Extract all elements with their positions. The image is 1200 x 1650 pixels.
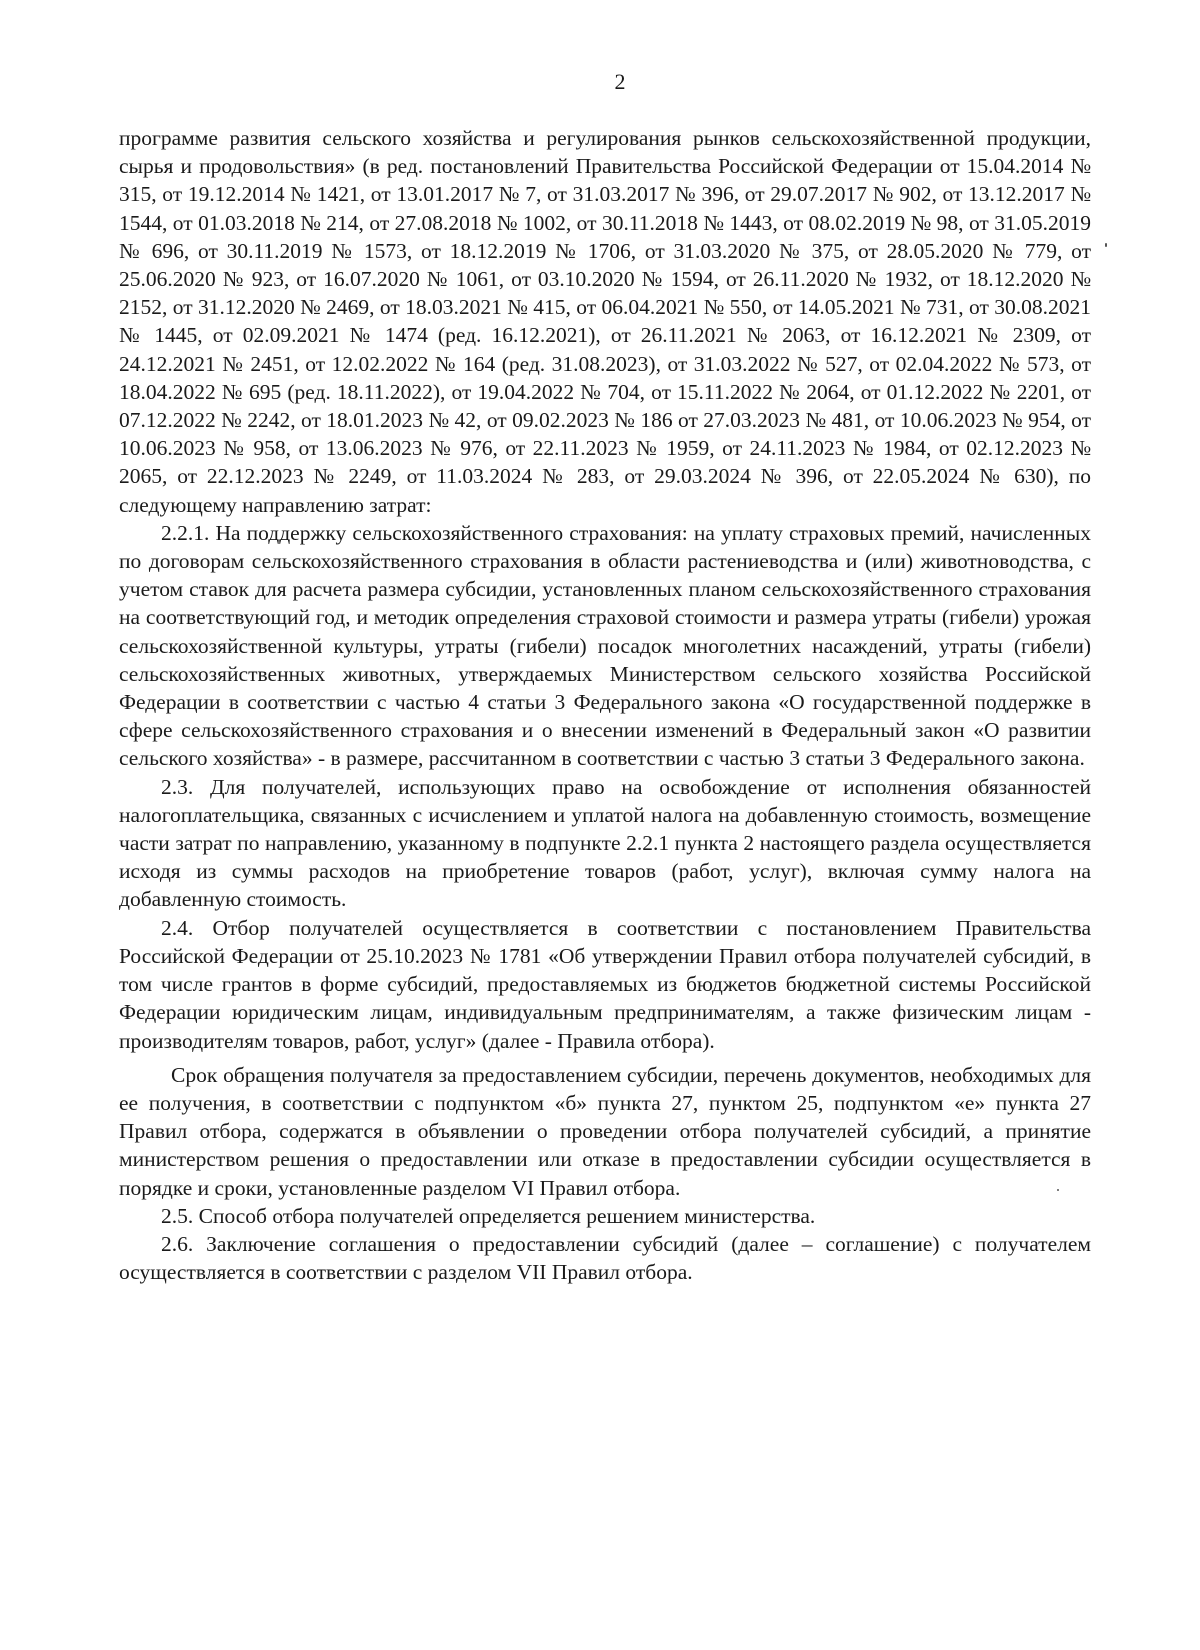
- paragraph-application-terms: Срок обращения получателя за предоставлением субсидии, перечень документов, необходимых для ее получения, в соответствии с подпунктом «б» пункта 27, пунктом 25, подпунктом «е» пункта 27 Правил отбора, содержатся в объявлении о проведении отбора получателей субсидий, а принятие министерством решения о предоставлении или отказе в предоставлении субсидии осуществляется в порядке и сроки, установленные разделом VI Правил отбора.: [119, 1062, 1091, 1200]
- paragraph-2-3: 2.3. Для получателей, использующих право на освобождение от исполнения обязанностей налогоплательщика, связанных с исчислением и уплатой налога на добавленную стоимость, возмещение части затрат по направлению, указанному в подпункте 2.2.1 пункта 2 настоящего раздела осуществляется исходя из суммы расходов на приобретение товаров (работ, услуг), включая сумму налога на добавленную стоимость.: [119, 774, 1091, 912]
- page-number: 2: [614, 69, 626, 94]
- paragraph-continuation: программе развития сельского хозяйства и регулирования рынков сельскохозяйственной продукции, сырья и продовольствия» (в ред. постановлений Правительства Российской Федерации от 15.04.2014 № 315, от 19.12.2014 № 1421, от 13.01.2017 № 7, от 31.03.2017 № 396, от 29.07.2017 № 902, от 13.12.2017 № 1544, от 01.03.2018 № 214, от 27.08.2018 № 1002, от 30.11.2018 № 1443, от 08.02.2019 № 98, от 31.05.2019 № 696, от 30.11.2019 № 1573, от 18.12.2019 № 1706, от 31.03.2020 № 375, от 28.05.2020 № 779, от 25.06.2020 № 923, от 16.07.2020 № 1061, от 03.10.2020 № 1594, от 26.11.2020 № 1932, от 18.12.2020 № 2152, от 31.12.2020 № 2469, от 18.03.2021 № 415, от 06.04.2021 № 550, от 14.05.2021 № 731, от 30.08.2021 № 1445, от 02.09.2021 № 1474 (ред. 16.12.2021), от 26.11.2021 № 2063, от 16.12.2021 № 2309, от 24.12.2021 № 2451, от 12.02.2022 № 164 (ред. 31.08.2023), от 31.03.2022 № 527, от 02.04.2022 № 573, от 18.04.2022 № 695 (ред. 18.11.2022), от 19.04.2022 № 704, от 15.11.2022 № 2064, от 01.12.2022 № 2201, от 07.12.2022 № 2242, от 18.01.2023 № 42, от 09.02.2023 № 186 от 27.03.2023 № 481, от 10.06.2023 № 954, от 10.06.2023 № 958, от 13.06.2023 № 976, от 22.11.2023 № 1959, от 24.11.2023 № 1984, от 02.12.2023 № 2065, от 22.12.2023 № 2249, от 11.03.2024 № 283, от 29.03.2024 № 396, от 22.05.2024 № 630), по следующему направлению затрат:: [119, 126, 1091, 517]
- scan-speck: [1105, 243, 1107, 247]
- paragraph-2-5: 2.5. Способ отбора получателей определяется решением министерства.: [161, 1203, 816, 1228]
- paragraph-2-2-1: 2.2.1. На поддержку сельскохозяйственного страхования: на уплату страховых премий, начисленных по договорам сельскохозяйственного страхования в области растениеводства и (или) животноводства, с учетом ставок для расчета размера субсидии, установленных планом сельскохозяйственного страхования на соответствующий год, и методик определения страховой стоимости и размера утраты (гибели) урожая сельскохозяйственной культуры, утраты (гибели) посадок многолетних насаждений, утраты (гибели) сельскохозяйственных животных, утверждаемых Министерством сельского хозяйства Российской Федерации в соответствии с частью 4 статьи 3 Федерального закона «О государственной поддержке в сфере сельскохозяйственного страхования и о внесении изменений в Федеральный закон «О развитии сельского хозяйства» - в размере, рассчитанном в соответствии с частью 3 статьи 3 Федерального закона.: [119, 520, 1091, 771]
- scan-speck: [1057, 1189, 1059, 1191]
- paragraph-2-6: 2.6. Заключение соглашения о предоставлении субсидий (далее – соглашение) с получателем осуществляется в соответствии с разделом VII Правил отбора.: [119, 1231, 1091, 1285]
- document-body: [119, 124, 1091, 1286]
- paragraph-2-4: 2.4. Отбор получателей осуществляется в соответствии с постановлением Правительства Российской Федерации от 25.10.2023 № 1781 «Об утверждении Правил отбора получателей субсидий, в том числе грантов в форме субсидий, предоставляемых из бюджетов бюджетной системы Российской Федерации юридическим лицам, индивидуальным предпринимателям, а также физическим лицам - производителям товаров, работ, услуг» (далее - Правила отбора).: [119, 915, 1091, 1053]
